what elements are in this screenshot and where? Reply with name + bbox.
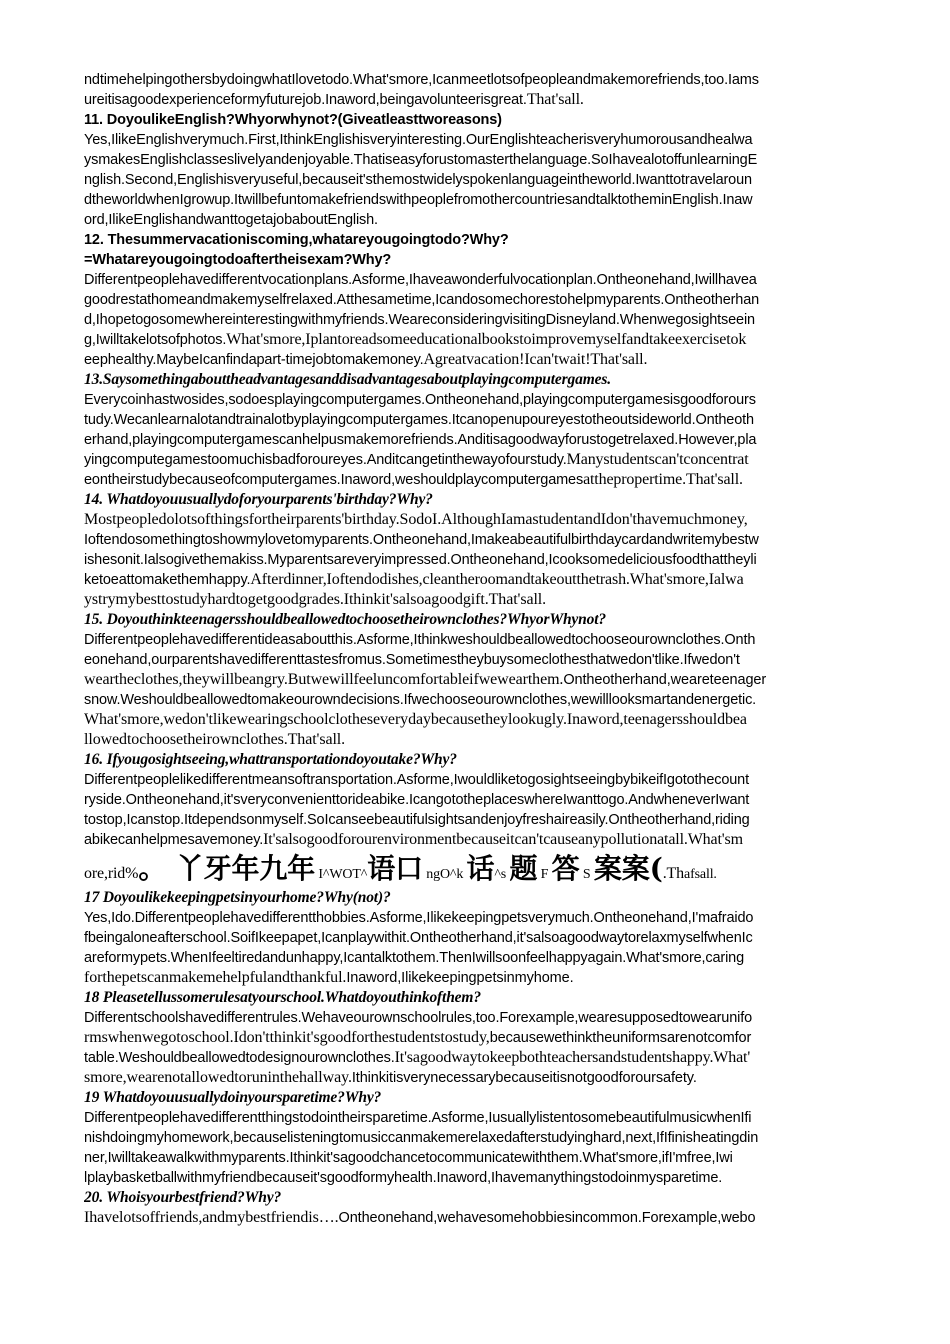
text-segment: 19 Whatdoyouusuallydoinyoursparetime?Why? <box>84 1089 382 1106</box>
text-segment: ore,rid% <box>84 865 139 882</box>
text-segment: ysmakesEnglishclasseslivelyandenjoyable.Thatiseasyforustomasterthelanguage.SoIhavealotoffunlearningE <box>84 152 758 168</box>
text-segment: 18 Pleasetellussomerulesatyourschool.Whatdoyouthinkofthem? <box>84 989 481 1006</box>
text-segment: ^s <box>494 867 510 882</box>
text-line <box>84 390 894 410</box>
text-line <box>84 450 894 470</box>
text-segment: 语口 <box>367 852 423 885</box>
text-segment: 答 <box>551 852 580 885</box>
text-segment: becausewethinktheuniformsarenotcomfor <box>489 1030 752 1046</box>
text-line <box>84 310 894 330</box>
text-line <box>84 690 894 710</box>
text-segment: Ithinkitisverynecessarybecauseitisnotgoodforoursafety. <box>351 1070 697 1086</box>
text-segment: ner,Iwilltakeawalkwithmyparents.Ithinkit'sagoodchancetocommunicatewiththem.What'smore,ifI'mfree,Iwi <box>84 1150 733 1166</box>
text-segment: Ontheotherhand,weareteenager <box>563 672 767 688</box>
text-line <box>84 430 894 450</box>
text-line <box>84 850 894 888</box>
text-segment: .Th <box>662 865 685 882</box>
question-heading <box>84 110 894 130</box>
text-line <box>84 190 894 210</box>
text-segment: llowedtochoosetheirownclothes.That'sall. <box>84 731 346 748</box>
text-segment: tostop,Icanstop.Itdependsonmyself.SoIcanseebeautifulsightsandenjoyfreshaireasily.Ontheotherhand,riding <box>84 812 750 828</box>
text-line <box>84 70 894 90</box>
text-segment: eontheirstudybecauseofcomputergames.Inaword,weshouldplaycomputergames <box>84 472 584 488</box>
text-segment: Manystudentscan'tconcentrat <box>566 451 749 468</box>
question-heading <box>84 370 894 390</box>
text-segment: nishdoingmyhomework,becauselisteningtomusiccanmakemerelaxedafterstudyinghard,next,IfIfinisheatingdin <box>84 1130 759 1146</box>
text-segment: ystrymybesttostudyhardtogetgoodgrades.Ithinkit'salsoagoodgift.That'sall. <box>84 591 547 608</box>
text-segment: fbeingaloneafterschool.SoifIkeepapet,Icanplaywithit.Ontheotherhand,it'salsoagoodwaytorelaxmyselfwhenIc <box>84 930 753 946</box>
text-line <box>84 1008 894 1028</box>
text-segment: Differentschoolshavedifferentrules.Wehaveourownschoolrules,too.Forexample,wearesupposedtowearunifo <box>84 1010 753 1026</box>
text-segment: Afterdinner,Ioftendodishes,cleantheroomandtakeoutthetrash.What'smore,Ialwa <box>250 571 744 588</box>
question-heading <box>84 988 894 1008</box>
text-segment: Everycoinhastwosides,sodoesplayingcomputergames.Ontheonehand,playingcomputergamesisgoodforours <box>84 392 756 408</box>
text-segment: tudy.Wecanlearnalotandtrainalotbyplayingcomputergames.Itcanopenupoureyestotheoutsideworld.Ontheoth <box>84 412 754 428</box>
text-segment: 14. Whatdoyouusuallydoforyourparents'birthday?Why? <box>84 491 433 508</box>
text-line <box>84 810 894 830</box>
text-segment: It'salsogoodforourenvironmentbecauseitcan'tcauseanypollutionatall.What'sm <box>263 831 743 848</box>
question-heading <box>84 888 894 908</box>
text-segment: smore,wearenotallowedtoruninthehallway. <box>84 1069 352 1086</box>
text-line <box>84 650 894 670</box>
text-segment: rmswhenwegotoschool.Idon'tthinkit'sgoodforthestudentstostudy, <box>84 1029 490 1046</box>
question-heading <box>84 1088 894 1108</box>
text-segment: 题 <box>509 852 538 885</box>
text-line <box>84 1068 894 1088</box>
text-segment: 。 丫牙年九年 <box>138 852 316 885</box>
text-line <box>84 330 894 350</box>
text-line <box>84 948 894 968</box>
text-segment: nglish.Second,Englishisveryuseful,becauseit'sthemostwidelyspokenlanguageintheworld.Iwanttotravelaroun <box>84 172 752 188</box>
question-heading <box>84 230 894 250</box>
text-segment: Agreatvacation!Ican'twait!That'sall. <box>423 351 648 368</box>
text-line <box>84 1028 894 1048</box>
text-line <box>84 350 894 370</box>
text-line <box>84 1168 894 1188</box>
question-heading <box>84 250 894 270</box>
text-segment: eephealthy.MaybeIcanfindapart-timejobtomakemoney. <box>84 352 424 368</box>
text-segment: snow.Weshouldbeallowedtomakeourowndecisions.Ifwechooseourownclothes,wewilllooksmartandenergetic. <box>84 692 757 708</box>
text-line <box>84 1108 894 1128</box>
text-segment: erhand,playingcomputergamescanhelpusmakemorefriends.Anditisagoodwayforustogetrelaxed.However,pla <box>84 432 757 448</box>
text-segment: abikecanhelpmesavemoney. <box>84 832 264 848</box>
text-segment: Differentpeoplehavedifferentthingstodointheirsparetime.Asforme,IusuallylistentosomebeautifulmusicwhenIfi <box>84 1110 752 1126</box>
text-segment: eonehand,ourparentshavedifferenttastesfromus.Sometimestheybuysomeclothesthatwedon'tlike.Ifwedon't <box>84 652 740 668</box>
text-segment: d,Ihopetogosomewhereinterestingwithmyfriends.WeareconsideringvisitingDisneyland.Whenwegosightseein <box>84 312 755 328</box>
text-line <box>84 170 894 190</box>
text-segment: ndtimehelpingothersbydoingwhatIlovetodo.What'smore,Icanmeetlotsofpeopleandmakemorefriends,too.Iams <box>84 72 759 88</box>
question-heading <box>84 610 894 630</box>
document-body <box>84 70 894 1228</box>
text-segment: =Whatareyougoingtodoaftertheisexam?Why? <box>84 252 392 268</box>
text-segment: lplaybasketballwithmyfriendbecauseit'sgoodformyhealth.Inaword,Ihavemanythingstodoinmysparetime. <box>84 1170 723 1186</box>
text-segment: Differentpeoplelikedifferentmeansoftransportation.Asforme,IwouldliketogosightseeingbybikeifIgotothecount <box>84 772 749 788</box>
text-line <box>84 550 894 570</box>
text-segment: ketoeattomakethemhappy. <box>84 572 251 588</box>
text-segment: Ontheonehand,wehavesomehobbiesincommon.Forexample,webo <box>338 1210 756 1226</box>
text-segment: Mostpeopledolotsofthingsfortheirparents'birthday.SodoI.AlthoughIamastudentandIdon'thavemuchmoney, <box>84 511 748 528</box>
text-line <box>84 570 894 590</box>
text-segment: S <box>579 867 594 882</box>
text-segment: What'smore,Iplantoreadsomeeducationalbookstoimprovemyselfandtakeexercisetok <box>226 331 747 348</box>
text-segment: ord,IlikeEnglishandwanttogetajobaboutEnglish. <box>84 212 378 228</box>
text-line <box>84 410 894 430</box>
text-line <box>84 710 894 730</box>
text-line <box>84 530 894 550</box>
text-segment: 20. Whoisyourbestfriend?Why? <box>84 1189 282 1206</box>
text-line <box>84 130 894 150</box>
text-segment: dtheworldwhenIgrowup.ItwillbefuntomakefriendswithpeoplefromothercountriesandtalktotheminEnglish.Inaw <box>84 192 753 208</box>
text-segment: g,Iwilltakelotsofphotos. <box>84 332 227 348</box>
text-segment: Differentpeoplehavedifferentideasaboutthis.Asforme,Ithinkweshouldbeallowedtochooseourownclothes.Onth <box>84 632 756 648</box>
text-segment: ureitisagoodexperienceformyfuturejob.Inaword,beingavolunteerisgreat. <box>84 92 527 108</box>
text-line <box>84 590 894 610</box>
text-segment: ryside.Ontheonehand,it'sveryconvenienttorideabike.IcangototheplaceswhereIwanttogo.AndwheneverIwant <box>84 792 750 808</box>
text-line <box>84 1128 894 1148</box>
text-line <box>84 150 894 170</box>
text-line <box>84 470 894 490</box>
text-segment: That'sall. <box>526 91 584 108</box>
text-line <box>84 90 894 110</box>
text-line <box>84 968 894 988</box>
text-line <box>84 908 894 928</box>
text-segment: forthepetscanmakemehelpfulandthankful. <box>84 969 347 986</box>
text-segment: F <box>537 867 552 882</box>
text-segment: 16. Ifyougosightseeing,whattransportationdoyoutake?Why? <box>84 751 457 768</box>
text-segment: 话 <box>466 852 495 885</box>
text-segment: table.Weshouldbeallowedtodesignourownclothes. <box>84 1050 395 1066</box>
text-line <box>84 928 894 948</box>
text-line <box>84 1048 894 1068</box>
text-segment: 17 Doyoulikekeepingpetsinyourhome?Why(not)? <box>84 889 391 906</box>
text-line <box>84 790 894 810</box>
text-segment: 12. Thesummervacationiscoming,whatareyougoingtodo?Why? <box>84 232 509 248</box>
text-line <box>84 210 894 230</box>
text-segment: ishesonit.Ialsogivethemakiss.Myparentsareveryimpressed.Ontheonehand,Icooksomedeliciousfoodthattheyli <box>84 552 757 568</box>
text-line <box>84 770 894 790</box>
text-line <box>84 670 894 690</box>
text-segment: 13.Saysomethingabouttheadvantagesanddisadvantagesaboutplayingcomputergames. <box>84 371 611 388</box>
text-segment: yingcomputegamestoomuchisbadforoureyes.Anditcangetinthewayofourstudy. <box>84 452 567 468</box>
text-segment: afsall. <box>684 867 717 882</box>
text-segment: It'sagoodwaytokeepbothteachersandstudentshappy.What' <box>394 1049 751 1066</box>
text-segment: What'smore,wedon'tlikewearingschoolclotheseverydaybecausetheylookugly.Inaword,teenagersshouldbea <box>84 711 747 728</box>
text-segment: Differentpeoplehavedifferentvocationplans.Asforme,Ihaveawonderfulvocationplan.Ontheonehand,Iwillhavea <box>84 272 757 288</box>
text-segment: Yes,IlikeEnglishverymuch.First,IthinkEnglishisveryinteresting.OurEnglishteacherisveryhumorousandhealwa <box>84 132 753 148</box>
text-line <box>84 630 894 650</box>
text-segment: Yes,Ido.Differentpeoplehavedifferentthobbies.Asforme,Ilikekeepingpetsverymuch.Ontheonehand,I'mafraido <box>84 910 754 926</box>
text-segment: I^WOT^ <box>315 867 368 882</box>
question-heading <box>84 750 894 770</box>
text-line <box>84 290 894 310</box>
text-line <box>84 1208 894 1228</box>
question-heading <box>84 1188 894 1208</box>
text-segment: atthepropertime.That'sall. <box>583 471 743 488</box>
text-segment: goodrestathomeandmakemyselfrelaxed.Atthesametime,Icandosomechorestohelpmyparents.Ontheotherhan <box>84 292 760 308</box>
text-line <box>84 270 894 290</box>
text-segment: ngO^k <box>422 867 467 882</box>
text-line <box>84 730 894 750</box>
text-line <box>84 510 894 530</box>
text-segment: 11. DoyoulikeEnglish?Whyorwhynot?(Giveatleasttworeasons) <box>84 112 502 128</box>
text-segment: Ihavelotsoffriends,andmybestfriendis…. <box>84 1209 339 1226</box>
text-segment: weartheclothes,theywillbeangry.Butwewillfeeluncomfortableifwewearthem. <box>84 671 564 688</box>
text-segment: Inaword,Ilikekeepingpetsinmyhome. <box>346 970 574 986</box>
text-segment: Ioftendosomethingtoshowmylovetomyparents.Ontheonehand,Imakeabeautifulbirthdaycardandwritemybestw <box>84 532 759 548</box>
text-segment: 15. Doyouthinkteenagersshouldbeallowedtochoosetheirownclothes?WhyorWhynot? <box>84 611 606 628</box>
text-line <box>84 1148 894 1168</box>
text-segment: 案案( <box>593 852 663 885</box>
text-line <box>84 830 894 850</box>
text-segment: areformypets.WhenIfeeltiredandunhappy,Icantalktothem.ThenIwillsoonfeelhappyagain.What'smore,caring <box>84 950 745 966</box>
question-heading <box>84 490 894 510</box>
